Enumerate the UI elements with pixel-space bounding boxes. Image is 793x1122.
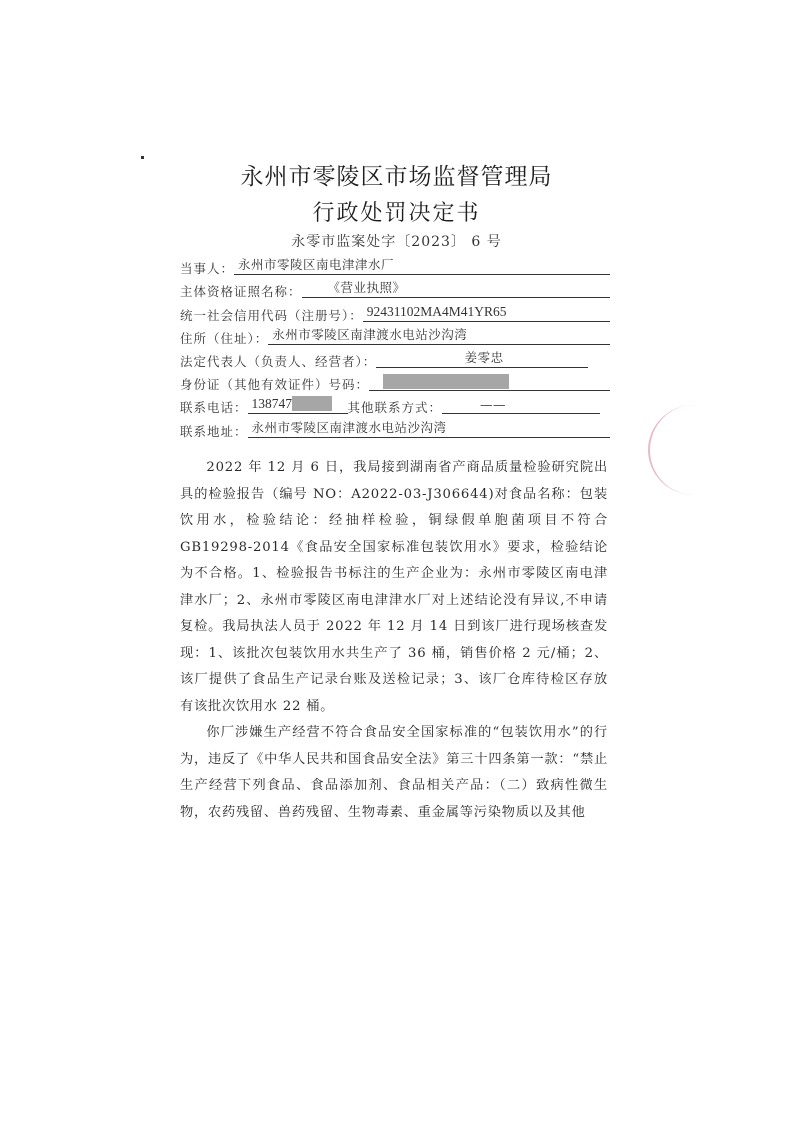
field-label: 住所（住址）： <box>180 330 269 346</box>
field-legal-representative <box>180 347 610 370</box>
field-value <box>369 374 610 391</box>
field-value: 138747 <box>251 396 293 412</box>
field-label: 法定代表人（负责人、经营者）： <box>180 353 377 369</box>
party-info-fields <box>180 254 610 440</box>
redacted-block <box>383 374 509 389</box>
field-value-other-contact: —— <box>442 397 600 414</box>
field-credit-code <box>180 300 610 323</box>
field-value: 永州市零陵区南电津津水厂 <box>234 255 610 275</box>
field-label: 统一社会信用代码（注册号）： <box>180 307 363 323</box>
field-label: 主体资格证照名称： <box>180 284 302 300</box>
field-phone <box>180 393 610 416</box>
field-value: 92431102MA4M41YR65 <box>363 304 610 322</box>
field-id-number <box>180 370 610 393</box>
field-value: 姜零忠 <box>376 348 588 368</box>
field-value: 《营业执照》 <box>302 278 610 298</box>
field-value: 永州市零陵区南津渡水电站沙沟湾 <box>248 418 610 438</box>
field-label: 当事人： <box>180 261 235 277</box>
document-number: 永零市监案处字〔2023〕 6 号 <box>291 234 502 250</box>
field-address <box>180 324 610 347</box>
official-seal-fragment <box>648 405 740 495</box>
field-label: 身份证（其他有效证件）号码： <box>180 377 370 393</box>
field-contact-address <box>180 416 610 439</box>
field-party <box>180 254 610 277</box>
field-label: 联系电话： <box>180 400 248 416</box>
document-type-title: 行政处罚决定书 <box>312 201 481 226</box>
field-label: 联系地址： <box>180 423 248 439</box>
decision-body <box>180 455 608 826</box>
field-label-other-contact: 其他联系方式： <box>347 400 443 416</box>
paragraph-facts: 2022 年 12 月 6 日，我局接到湖南省产商品质量检验研究院出具的检验报告（编号 NO：A2022-03-J306644)对食品名称：包装饮用水，检验结论：经抽样检验，铜绿假单胞菌项目不符合 GB19298-2014《食品安全国家标准包装饮用水》要求，检验结论为不合格。1、检验报告书标注的生产企业为：永州市零陵区南电津津水厂；2、永州市零陵区南电津津水厂对上述结论没有异议,不申请复检。我局执法人员于 2022 年 12 月 14 日到该厂进行现场核查发现：1、该批次包装饮用水共生产了 36 桶，销售价格 2 元/桶；2、该厂提供了食品生产记录台账及送检记录；3、该厂仓库待检区存放有该批次饮用水 22 桶。 <box>180 460 608 714</box>
agency-title: 永州市零陵区市场监督管理局 <box>240 164 553 190</box>
redacted-block <box>292 396 332 411</box>
paragraph-violation: 你厂涉嫌生产经营不符合食品安全国家标准的“包装饮用水”的行为，违反了《中华人民共和国食品安全法》第三十四条第一款：“禁止生产经营下列食品、食品添加剂、食品相关产品：（二）致病性微生物，农药残留、兽药残留、生物毒素、重金属等污染物质以及其他 <box>180 725 608 820</box>
field-license <box>180 277 610 300</box>
field-value: 永州市零陵区南津渡水电站沙沟湾 <box>268 325 610 345</box>
